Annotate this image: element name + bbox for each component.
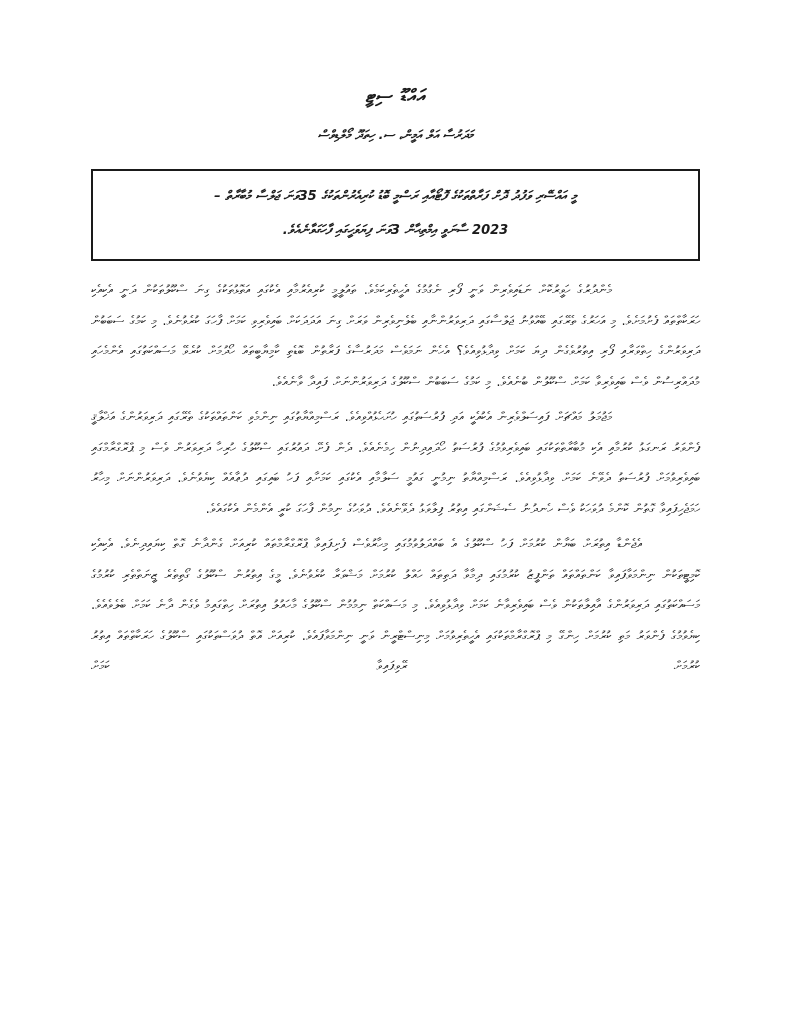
headline-box [91,169,700,261]
page-title: އައްޑޫ ސިޓީ [365,86,426,107]
headline-line-2: 2023 ސާނަވީ އިމްތިޙާން 3ވަނަ ފިޔަވަހީގައި ފާހަގަވާނެއެވެ. [282,223,509,238]
letterhead-subtitle: މަދަރުސާ އަލް އަމީން، ސ. ހިތަދޫ މޯލްޑިވްސް [317,127,474,142]
body-paragraph-cut-at-page-end: އެޖެންޑާ އިތުރަށް ބަޔާން ކުރުމަށް ފަހު ސްކޫލުގެ އެ ބައްދަލުވުމުގައި މިހާރުވެސް ފެށިފައިވާ ޕްރޮގްރާމްތައް ކުރިއަށް ގެންދާނެ ގޮތް ކިޔައިދިނެވެ. އެކިއެކި ކޮމިޓީތަކުން ނިންމަވާފައިވާ ކަންތައްތައް ތަންފީޒު ކުރުމުގައި ދިމާވާ ދަތިތައް ހައްލު ކުރުމަށް މަޝްވަރާ ކުރެވުނެވެ. މީގެ އިތުރުން ސްކޫލުގެ ގޯތިތެރެ ޒީނަތްތެރި ކުރުމުގެ މަސައްކަތުގައި ދަރިވަރުންގެ އާއިލާތަކުން ވެސް ބައިވެރިވާނެ ކަމަށް ވިދާޅުވިއެވެ. މި މަސައްކަތް ނިމުމުން ސްކޫލުގެ މާހައުލު އިތުރަށް ހިތްގައިމު ވެގެން ދާނެ ކަމަށް ބެލެވެއެވެ. ކިޔެވުމުގެ ފެންވަރު މަތި ކުރުމަށް ހިންގޭ މި ޕްރޮގްރާމްތަކުގައި އެހީތެރިވުމަށް މިނިސްޓްރީން ވަނީ ނިންމަވާފައެވެ. ކުރިއަށް އޮތް ދުވަސްތަކުގައި ސްކޫލުގެ ހަރަކާތްތައް އިތުރު ކުރުމަށް ރޭވިފައިވާ ކަމަށް [91,537,700,674]
headline-line-1: މީ އައްސޭރި ވަފުދު ދޮށް ފަރާތްތަކުގެ ފޮޓޯއާއި ރަސްމީ ބޮޑު ކުރިއެރުންތަކުގެ 35ވަނަ ޖަލްސާ މުބާރާތް – [214,189,577,204]
body-paragraph: މެންދުރުގެ ހަވީރުކޮށް ނަޑައިވެރިން ވަނީ ފޯރި ނެގުމުގެ އެހީތެރިކަމެވެ. ތައުލީމީ ކުރިއެރުމާއި އެކުގައި އަތޮޅުތަކުގެ ގިނަ ސްކޫލުތަކުން ދަނީ އެކިއެކި ހަރަކާތްތައް ފެށުމަށެވެ. މި އަހަރުގެ ތެރޭގައި ބޭއްވުނު ޖަލްސާގައި ދަރިވަރުންނާއި ބެލެނިވެރިން ވަރަށް ގިނަ އަދަދަކަށް ބައިވެރިވި ކަމަށް ފާހަގަ ކުރެވުނެވެ. މި ކަމުގެ ސަބަބުން ދަރިވަރުންގެ ހިތްވަރާއި ފޯރި އިތުރުވެގެން ދިޔަ ކަމަށް ވިދާޅުވިއެވެ؟ އެހެން ނަމަވެސް މަދަރުސާގެ ފަރާތުން ބޮޑެތި ކާމިޔާބީތައް ހޯދުމަށް ކުރެވޭ މަސައްކަތުގައި އެންމެހައި މުދައްރިސުން ވެސް ބައިވެރިވާ ކަމަށް ސްކޫލުން ބުނެއެވެ. މި ކަމުގެ ސަބަބުން ސްކޫލުގެ ދަރިވަރުންނަށް ފައިދާ ވާނެއެވެ. [91,283,700,390]
document-body [91,276,700,683]
body-paragraph: މަޖުމަލު މައްޗަށް ފައިސަލްވެރިން އެކުއެކީ އަދި ފުރުސަތުގައި ހުށަހެޅުއްވިއެވެ. ރަސްމިއްޔާތުގައި ނިންމެވި ކަންތައްތަކުގެ ތެރޭގައި ދަރިވަރުންގެ އަޚްލާޤީ ފެންވަރު ރަނގަޅު ކުރުމާއި އެކި މުބާރާތްތަކުގައި ބައިވެރިވުމުގެ ފުރުސަތު ހޯދައިދިނުން ހިމެނެއެވެ. ދެން ފެށޭ ދައުރުގައި ސްކޫލުގެ ހުރިހާ ދަރިވަރުން ވެސް މި ޕްރޮގްރާމްގައި ބައިވެރިވުމަށް ފުރުސަތު ދެވޭނެ ކަމަށް ވިދާޅުވިއެވެ. ރަސްމިއްޔާތު ނިމުނީ ގައުމީ ސަލާމާއި އެކުގައި ކަމަށާއި ފަހު ބައިގައި ދުޢާއެއް ކިޔެވުނެވެ. ދަރިވަރުންނަށް މިހާރު ހަމަޖެހިފައިވާ ގޮތުން ކޮންމެ ދުވަހަކު ވެސް ހެނދުނު ސެޝަންގައި އިތުރު ފިލާވަޅު ދެވޭނެއެވެ. ދުވަހުގެ ނިމުން ފާހަގަ ކުރީ އެންމެން އެކުގައެވެ. [91,410,700,517]
